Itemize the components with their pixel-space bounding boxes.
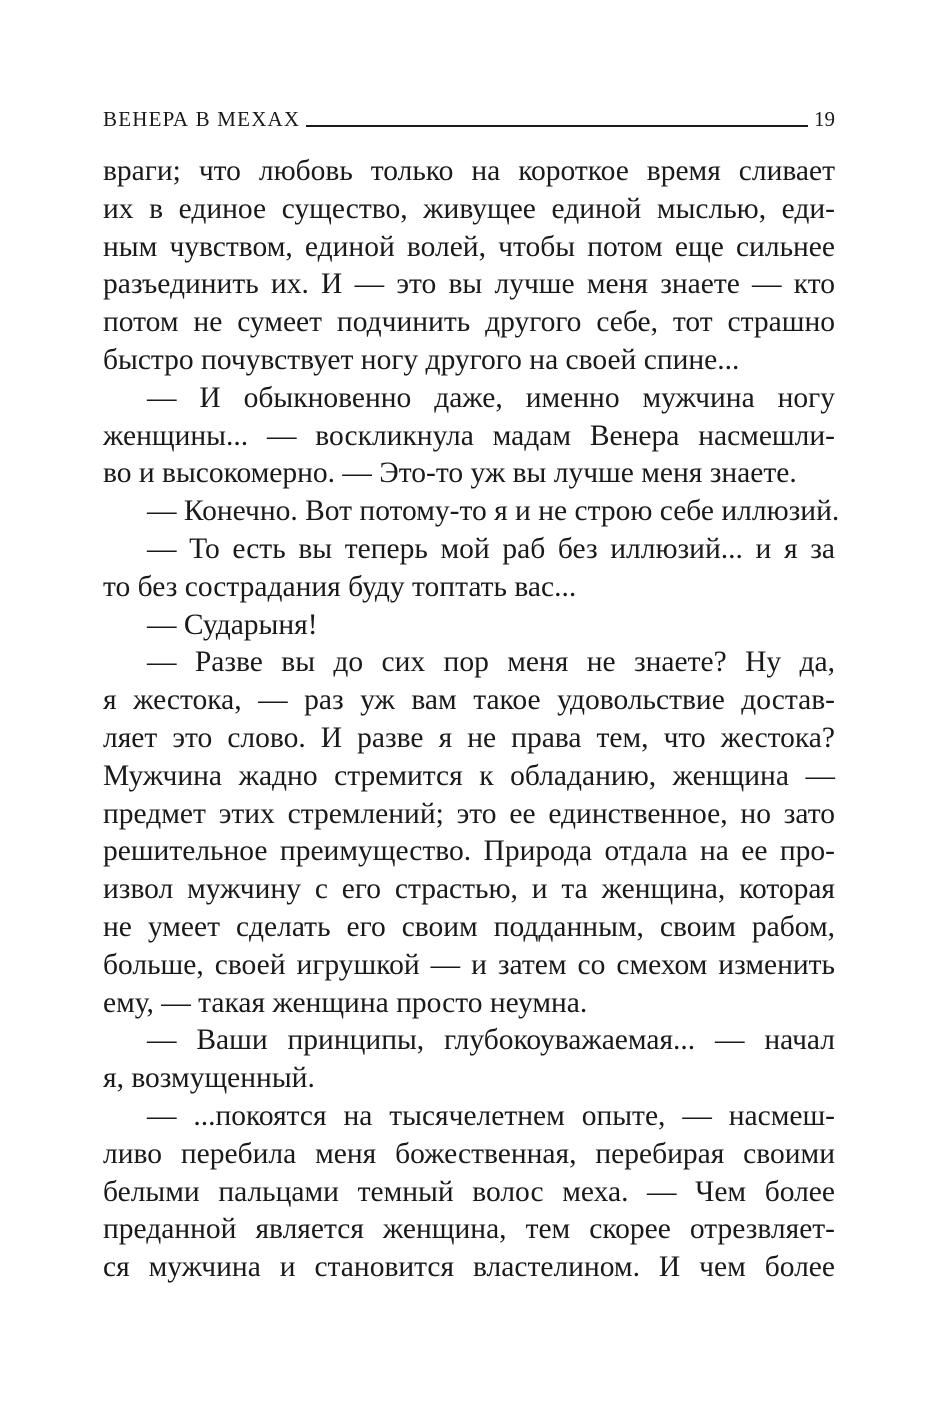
text-line: их в единое существо, живущее единой мыслью, еди- — [103, 192, 835, 225]
text-line: больше, своей игрушкой — и затем со смехом изменить — [103, 948, 835, 981]
text-line: решительное преимущество. Природа отдала на ее про- — [103, 835, 835, 868]
text-line: — ...покоятся на тысячелетнем опыте, — насмеш- — [147, 1099, 835, 1132]
header-rule — [306, 125, 808, 127]
text-line: во и высокомерно. — Это-то уж вы лучше меня знаете. — [103, 457, 797, 490]
running-head-title: ВЕНЕРА В МЕХАХ — [103, 107, 301, 131]
text-line: то без сострадания буду топтать вас... — [103, 570, 577, 603]
text-line: женщины... — воскликнула мадам Венера насмешли- — [103, 419, 835, 452]
text-line: — Ваши принципы, глубокоуважаемая... — начал — [147, 1024, 835, 1057]
page-number: 19 — [814, 107, 835, 131]
text-line: быстро почувствует ногу другого на своей спине... — [103, 343, 740, 376]
text-line: я жестока, — раз уж вам такое удовольствие достав- — [103, 684, 835, 717]
text-line: извол мужчину с его страстью, и та женщина, которая — [103, 873, 835, 906]
text-line: ливо перебила меня божественная, перебирая своими — [103, 1137, 835, 1170]
text-line: — То есть вы теперь мой раб без иллюзий... и я за — [147, 532, 835, 565]
page-body-text — [103, 153, 840, 1287]
text-line: ляет это слово. И разве я не права тем, что жестока? — [103, 721, 835, 754]
text-line: — Разве вы до сих пор меня не знаете? Ну да, — [147, 646, 835, 679]
text-line: — Конечно. Вот потому-то я и не строю себе иллюзий. — [147, 495, 840, 528]
text-line: ным чувством, единой волей, чтобы потом еще сильнее — [103, 230, 835, 263]
text-line: предмет этих стремлений; это ее единственное, но зато — [103, 797, 835, 830]
text-line: — Сударыня! — [147, 608, 318, 641]
text-line: Мужчина жадно стремится к обладанию, женщина — — [103, 759, 835, 792]
text-line: — И обыкновенно даже, именно мужчина ногу — [147, 381, 835, 414]
text-line: потом не сумеет подчинить другого себе, тот страшно — [103, 306, 835, 339]
running-header — [103, 103, 835, 133]
text-line: ся мужчина и становится властелином. И чем более — [103, 1251, 835, 1284]
text-line: ему, — такая женщина просто неумна. — [103, 986, 588, 1019]
text-line: не умеет сделать его своим подданным, своим рабом, — [103, 910, 835, 943]
text-line: преданной является женщина, тем скорее отрезвляет- — [103, 1213, 835, 1246]
text-line: враги; что любовь только на короткое время сливает — [103, 155, 835, 187]
text-line: белыми пальцами темный волос меха. — Чем более — [103, 1175, 835, 1208]
text-line: разъединить их. И — это вы лучше меня знаете — кто — [103, 268, 835, 301]
text-line: я, возмущенный. — [103, 1062, 315, 1095]
